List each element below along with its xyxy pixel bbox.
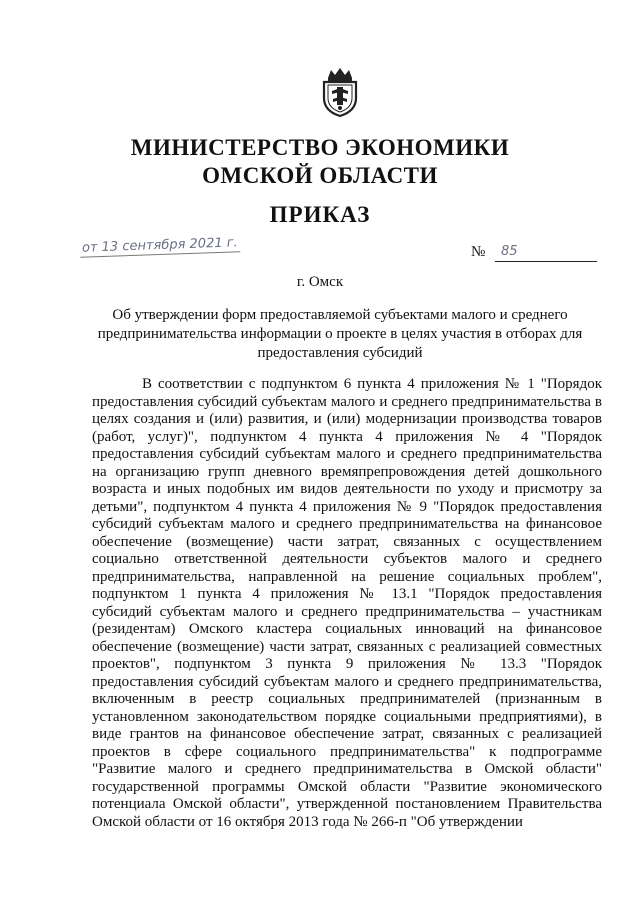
number-label: № xyxy=(471,244,486,260)
city-line: г. Омск xyxy=(296,274,344,290)
handwritten-date: от 13 сентября 2021 г. xyxy=(80,235,240,258)
document-type-heading: ПРИКАЗ xyxy=(269,202,371,227)
order-number: 85 xyxy=(495,244,597,262)
ministry-title-line-1: МИНИСТЕРСТВО ЭКОНОМИКИ xyxy=(130,135,510,160)
ministry-title-line-2: ОМСКОЙ ОБЛАСТИ xyxy=(202,163,438,188)
coat-of-arms-icon xyxy=(318,66,362,118)
order-body-paragraph: В соответствии с подпунктом 6 пункта 4 приложения № 1 "Порядок предоставления субсидий субъектам малого и среднего предпринимательства в целях создания и (или) развития, и (или) модернизации производства товаров (работ, услуг)", подпунктом 4 пункта 4 приложения № 4 "Порядок предоставления субсидий субъектам малого и среднего предпринимательства на организацию групп дневного времяпрепровождения детей дошкольного возраста и иных подобных им видов деятельности по уходу и присмотру за детьми", подпунктом 4 пункта 4 приложения № 9 "Порядок предоставления субсидий субъектам малого и среднего предпринимательства на финансовое обеспечение (возмещение) части затрат, связанных с осуществлением социально ответственной деятельности субъектов малого и среднего предпринимательства, направленной на решение социальных проблем", подпунктом 1 пункта 4 приложения № 13.1 "Порядок предоставления субсидий субъектам малого и среднего предпринимательства – участникам (резидентам) Омского кластера социальных инноваций на финансовое обеспечение (возмещение) части затрат, связанных с реализацией совместных проектов", подпунктом 3 пункта 9 приложения № 13.3 "Порядок предоставления субсидий субъектам малого и среднего предпринимательства, включенным в реестр социальных предпринимателей (признанным в установленном законодательством порядке социальными предприятиями), в виде грантов на финансовое обеспечение затрат, связанных с реализацией проектов в сфере социального предпринимательства" к подпрограмме "Развитие малого и среднего предпринимательства в Омской области" государственной программы Омской области "Развитие экономического потенциала Омской области", утвержденной постановлением Правительства Омской области от 16 октября 2013 года № 266-п "Об утверждении xyxy=(92,376,602,830)
order-subject: Об утверждении форм предоставляемой субъектами малого и среднего предпринимательства информации о проекте в целях участия в отборах для предоставления субсидий xyxy=(97,307,583,361)
